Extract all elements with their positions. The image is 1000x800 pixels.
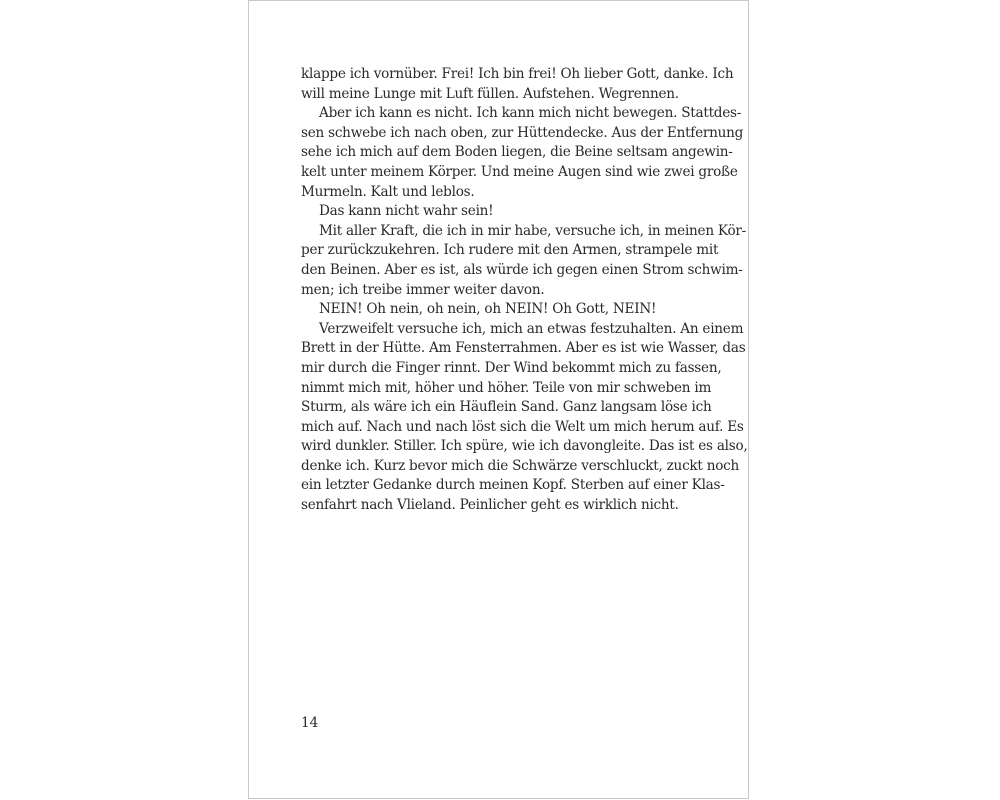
text-line: den Beinen. Aber es ist, als würde ich gegen einen Strom schwim- [301,261,743,278]
text-line: men; ich treibe immer weiter davon. [301,281,545,298]
text-line: senfahrt nach Vlieland. Peinlicher geht es wirklich nicht. [301,497,679,514]
text-line: mir durch die Finger rinnt. Der Wind bekommt mich zu fassen, [301,359,722,376]
page-number: 14 [301,715,319,731]
text-line: Aber ich kann es nicht. Ich kann mich nicht bewegen. Stattdes- [319,105,742,122]
text-line: will meine Lunge mit Luft füllen. Aufstehen. Wegrennen. [301,85,679,102]
text-line: mich auf. Nach und nach löst sich die Welt um mich herum auf. Es [301,418,744,435]
book-page [248,0,749,799]
text-line: Das kann nicht wahr sein! [319,203,494,220]
text-line: Murmeln. Kalt und leblos. [301,183,475,200]
text-line: sehe ich mich auf dem Boden liegen, die Beine seltsam angewin- [301,144,733,161]
text-line: sen schwebe ich nach oben, zur Hüttendecke. Aus der Entfernung [301,124,744,141]
text-line: Verzweifelt versuche ich, mich an etwas festzuhalten. An einem [319,320,744,337]
text-line: wird dunkler. Stiller. Ich spüre, wie ich davongleite. Das ist es also, [301,438,748,455]
text-line: denke ich. Kurz bevor mich die Schwärze verschluckt, zuckt noch [301,457,740,474]
body-text [301,65,748,516]
text-line: klappe ich vornüber. Frei! Ich bin frei! Oh lieber Gott, danke. Ich [301,66,734,82]
text-line: Sturm, als wäre ich ein Häuflein Sand. Ganz langsam löse ich [301,399,712,416]
text-line: NEIN! Oh nein, oh nein, oh NEIN! Oh Gott, NEIN! [319,301,657,318]
text-line: Mit aller Kraft, die ich in mir habe, versuche ich, in meinen Kör- [319,222,746,239]
text-line: Brett in der Hütte. Am Fensterrahmen. Aber es ist wie Wasser, das [301,340,746,357]
text-line: per zurückzukehren. Ich rudere mit den Armen, strampele mit [301,242,719,259]
text-line: kelt unter meinem Körper. Und meine Augen sind wie zwei große [301,163,738,180]
text-line: nimmt mich mit, höher und höher. Teile von mir schweben im [301,379,712,396]
text-line: ein letzter Gedanke durch meinen Kopf. Sterben auf einer Klas- [301,477,725,494]
